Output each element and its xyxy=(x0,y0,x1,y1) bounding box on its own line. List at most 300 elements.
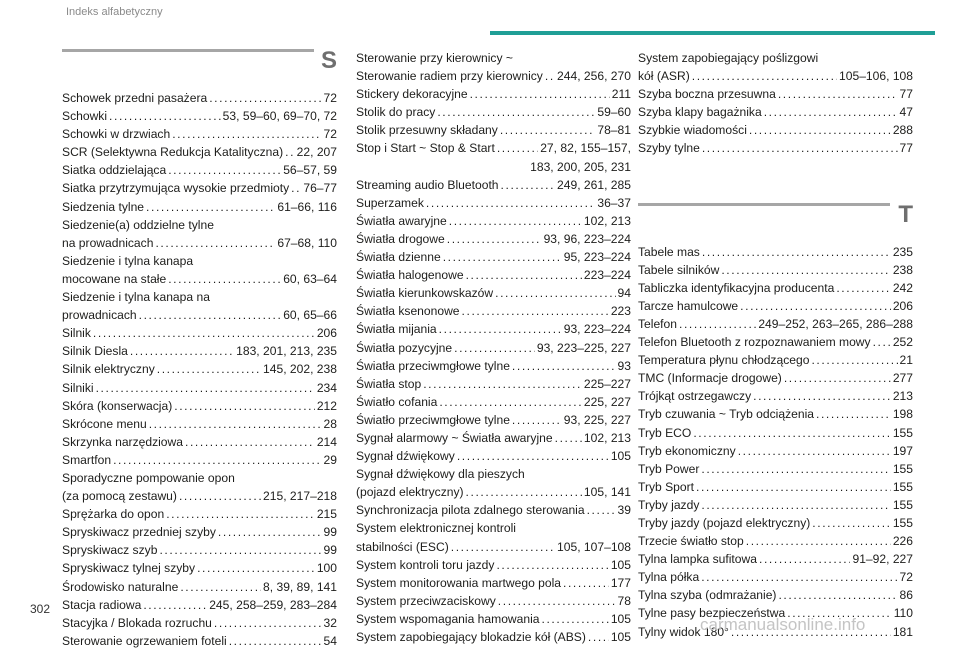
index-entry-label: Światło przeciwmgłowe tylne xyxy=(356,412,510,427)
watermark: carmanualsonline.info xyxy=(700,615,866,634)
page-reference: 155 xyxy=(892,425,913,440)
index-entry-label: Tryb Sport xyxy=(638,479,695,494)
index-entry xyxy=(62,161,337,179)
page-reference: 93 xyxy=(617,358,631,373)
dot-leader xyxy=(439,393,582,411)
page-reference: 93, 223–224 xyxy=(563,322,631,337)
index-entry-label: Tylne pasy bezpieczeństwa xyxy=(638,606,786,621)
page-reference: 105–106, 108 xyxy=(839,69,913,84)
page-reference: 249–252, 263–265, 286–288 xyxy=(758,316,913,331)
index-entry-label: Tryb czuwania ~ Tryb odciążenia xyxy=(638,407,815,422)
page-reference: 215, 217–218 xyxy=(263,489,337,504)
index-entry-label: mocowane na stałe xyxy=(62,271,167,286)
index-entry xyxy=(62,451,337,469)
index-entry xyxy=(356,357,631,375)
dot-leader xyxy=(423,375,582,393)
index-entry xyxy=(356,375,631,393)
index-entry-label: Światła dzienne xyxy=(356,250,441,265)
index-entry xyxy=(638,568,913,586)
section-heading-t xyxy=(638,200,913,243)
dot-leader xyxy=(702,243,891,261)
page-reference: 105, 107–108 xyxy=(557,539,631,554)
running-header: Indeks alfabetyczny xyxy=(66,6,163,18)
dot-leader xyxy=(873,333,891,351)
page-reference: 93, 96, 223–224 xyxy=(543,231,631,246)
index-entry xyxy=(356,592,631,610)
index-entry xyxy=(62,198,337,216)
index-entry xyxy=(638,279,913,297)
index-entry xyxy=(356,393,631,411)
dot-leader xyxy=(693,424,891,442)
index-entry-label: Tylna szyba (odmrażanie) xyxy=(638,588,777,603)
dot-leader xyxy=(139,306,282,324)
index-entry-label: Skóra (konserwacja) xyxy=(62,398,173,413)
dot-leader xyxy=(746,532,891,550)
page-reference: 155 xyxy=(892,461,913,476)
dot-leader xyxy=(692,67,837,85)
index-entry xyxy=(356,121,631,139)
index-entry-label: Sygnał dźwiękowy xyxy=(356,449,455,464)
index-entry-label: Szyby tylne xyxy=(638,141,700,156)
index-entry-label: Tabele mas xyxy=(638,244,700,259)
index-entry xyxy=(638,586,913,604)
dot-leader xyxy=(457,447,609,465)
dot-leader xyxy=(454,339,535,357)
dot-leader xyxy=(836,279,891,297)
dot-leader xyxy=(155,234,275,252)
index-entry-label: Stolik przesuwny składany xyxy=(356,123,498,138)
index-entry xyxy=(62,179,337,197)
dot-leader xyxy=(466,483,582,501)
index-entry xyxy=(356,49,631,85)
page-reference: 99 xyxy=(323,525,337,540)
index-entry-label: Stacyjka / Blokada rozruchu xyxy=(62,615,212,630)
index-entry-label: Tylny widok 180° xyxy=(638,624,729,639)
index-entry xyxy=(62,614,337,632)
page-reference: 32 xyxy=(323,615,337,630)
page-reference: 206 xyxy=(892,298,913,313)
page-reference: 60, 65–66 xyxy=(283,308,337,323)
index-entry-label: Światła kierunkowskazów xyxy=(356,286,494,301)
section-letter: S xyxy=(320,47,337,74)
page-reference: 212 xyxy=(316,398,337,413)
index-entry-label: Sterowanie ogrzewaniem foteli xyxy=(62,633,227,648)
index-entry-label: Skrzynka narzędziowa xyxy=(62,434,183,449)
dot-leader xyxy=(501,176,555,194)
index-entry xyxy=(356,302,631,320)
index-entry-text: Siedzenie(a) oddzielne tylne xyxy=(62,217,214,232)
index-entry-label: Szyba klapy bagażnika xyxy=(638,105,762,120)
dot-leader xyxy=(229,632,322,650)
index-entry-label: (za pomocą zestawu) xyxy=(62,489,177,504)
page-reference-continued: 183, 200, 205, 231 xyxy=(530,159,631,174)
page-reference: 78 xyxy=(617,593,631,608)
dot-leader xyxy=(764,103,898,121)
index-entry-label: Telefon xyxy=(638,316,677,331)
index-entry-label: Spryskiwacz tylnej szyby xyxy=(62,561,196,576)
index-entry xyxy=(638,261,913,279)
dot-leader xyxy=(721,261,890,279)
dot-leader xyxy=(93,324,315,342)
index-entry-label: Superzamek xyxy=(356,195,424,210)
page-reference: 213 xyxy=(892,389,913,404)
page-reference: 53, 59–60, 69–70, 72 xyxy=(222,109,337,124)
page-reference: 226 xyxy=(892,534,913,549)
index-entry xyxy=(356,628,631,646)
index-entry-label: Światła ksenonowe xyxy=(356,304,460,319)
page-reference: 288 xyxy=(892,123,913,138)
page-reference: 102, 213 xyxy=(583,430,631,445)
dot-leader xyxy=(149,415,322,433)
page-reference: 277 xyxy=(892,371,913,386)
dot-leader xyxy=(778,586,897,604)
index-column-3 xyxy=(638,49,913,641)
page-reference: 91–92, 227 xyxy=(852,552,913,567)
index-entry-label: Szyba boczna przesuwna xyxy=(638,87,776,102)
section-rule xyxy=(638,203,890,206)
index-entry xyxy=(62,288,337,324)
page-reference: 223–224 xyxy=(583,268,631,283)
index-entry-label: Światła stop xyxy=(356,376,422,391)
dot-leader xyxy=(462,302,609,320)
index-entry xyxy=(356,519,631,555)
index-entry xyxy=(356,556,631,574)
index-entry-label: Siatka przytrzymująca wysokie przedmioty xyxy=(62,181,290,196)
page-reference: 252 xyxy=(892,335,913,350)
index-entry xyxy=(62,397,337,415)
index-entry xyxy=(638,369,913,387)
index-entry-label: Światła mijania xyxy=(356,322,437,337)
page-reference: 155 xyxy=(892,497,913,512)
index-entry xyxy=(62,360,337,378)
index-entry xyxy=(356,501,631,519)
index-entry-label: Środowisko naturalne xyxy=(62,579,179,594)
index-entry-label: stabilności (ESC) xyxy=(356,539,449,554)
index-entry-label: kół (ASR) xyxy=(638,69,690,84)
index-entry xyxy=(62,252,337,288)
index-entry-text: Sygnał dźwiękowy dla pieszych xyxy=(356,467,525,482)
index-entry-label: Szybkie wiadomości xyxy=(638,123,747,138)
section-heading-s xyxy=(62,49,337,89)
index-entry-label: Tylna lampka sufitowa xyxy=(638,552,757,567)
index-entry-label: Smartfon xyxy=(62,452,112,467)
dot-leader xyxy=(179,487,261,505)
index-entry xyxy=(356,320,631,338)
index-entry-label: Silnik elektryczny xyxy=(62,362,155,377)
page-reference: 145, 202, 238 xyxy=(263,362,337,377)
page-reference: 36–37 xyxy=(597,195,631,210)
index-entry xyxy=(638,460,913,478)
index-entry-label: Trzecie światło stop xyxy=(638,534,744,549)
dot-leader xyxy=(701,460,890,478)
dot-leader xyxy=(816,405,891,423)
index-entry-label: TMC (Informacje drogowe) xyxy=(638,371,782,386)
index-entry-label: Silnik Diesla xyxy=(62,344,128,359)
page-reference: 100 xyxy=(316,561,337,576)
index-entry xyxy=(62,107,337,125)
index-entry-label: Spryskiwacz przedniej szyby xyxy=(62,525,216,540)
index-entry-label: System wspomagania hamowania xyxy=(356,611,540,626)
index-entry-label: Tabele silników xyxy=(638,262,720,277)
page-reference: 21 xyxy=(899,353,913,368)
dot-leader xyxy=(197,559,315,577)
page-reference: 181 xyxy=(892,624,913,639)
index-entry-label: Stolik do pracy xyxy=(356,105,436,120)
dot-leader xyxy=(778,85,898,103)
index-entry xyxy=(638,85,913,103)
index-column-1 xyxy=(62,49,337,650)
index-entry xyxy=(62,559,337,577)
dot-leader xyxy=(496,556,608,574)
index-entry xyxy=(638,478,913,496)
page-reference: 105 xyxy=(610,611,631,626)
dot-leader xyxy=(96,379,315,397)
page-reference: 225–227 xyxy=(583,376,631,391)
index-entry xyxy=(638,121,913,139)
page-reference: 211 xyxy=(611,87,631,102)
index-entry xyxy=(356,266,631,284)
index-entry-label: Światła awaryjne xyxy=(356,213,447,228)
page-reference: 77 xyxy=(899,87,913,102)
dot-leader xyxy=(443,248,562,266)
dot-leader xyxy=(679,315,756,333)
dot-leader xyxy=(185,433,315,451)
page-reference: 8, 39, 89, 141 xyxy=(263,579,337,594)
dot-leader xyxy=(512,411,562,429)
index-entry xyxy=(356,230,631,248)
page-reference: 22, 207 xyxy=(296,145,337,160)
page-reference: 110 xyxy=(893,606,913,621)
index-entry-label: System monitorowania martwego pola xyxy=(356,575,562,590)
page-reference: 61–66, 116 xyxy=(277,199,337,214)
index-entry-label: Tryby jazdy xyxy=(638,497,700,512)
page-reference: 234 xyxy=(316,380,337,395)
index-entry xyxy=(62,415,337,433)
page-reference: 105 xyxy=(610,557,631,572)
section-letter: T xyxy=(898,200,913,228)
index-entry-label: Tylna półka xyxy=(638,570,700,585)
index-entry xyxy=(62,523,337,541)
index-entry-text: System elektronicznej kontroli xyxy=(356,521,516,536)
index-entry xyxy=(638,514,913,532)
page-reference: 94 xyxy=(617,286,631,301)
dot-leader xyxy=(218,523,322,541)
page-reference: 235 xyxy=(892,244,913,259)
index-entry xyxy=(62,125,337,143)
dot-leader xyxy=(701,568,897,586)
dot-leader xyxy=(495,284,615,302)
index-entry xyxy=(356,447,631,465)
dot-leader xyxy=(449,212,582,230)
index-entry-label: System kontroli toru jazdy xyxy=(356,557,495,572)
index-entry xyxy=(62,89,337,107)
index-entry-label: Trójkąt ostrzegawczy xyxy=(638,389,752,404)
index-entry xyxy=(356,212,631,230)
index-entry xyxy=(356,248,631,266)
index-entry-label: Synchronizacja pilota zdalnego sterowania xyxy=(356,503,585,518)
page-reference: 27, 82, 155–157, xyxy=(540,141,631,156)
page-reference: 78–81 xyxy=(597,123,631,138)
page-reference: 72 xyxy=(323,127,337,142)
page-reference: 59–60 xyxy=(597,105,631,120)
dot-leader xyxy=(291,179,301,197)
page-reference: 177 xyxy=(610,575,631,590)
index-entry-label: Schowek przedni pasażera xyxy=(62,91,208,105)
index-entry-label: Silnik xyxy=(62,326,91,341)
page-reference: 76–77 xyxy=(303,181,337,196)
page-reference: 86 xyxy=(899,588,913,603)
index-entry-label: Światła przeciwmgłowe tylne xyxy=(356,358,510,373)
section-rule xyxy=(62,49,314,52)
index-entry-text: Siedzenie i tylna kanapa na xyxy=(62,290,210,305)
index-entry-text: Siedzenie i tylna kanapa xyxy=(62,253,194,268)
index-entry-label: Streaming audio Bluetooth xyxy=(356,177,499,192)
dot-leader xyxy=(498,592,616,610)
page-reference: 225, 227 xyxy=(583,394,631,409)
page-reference: 39 xyxy=(617,503,631,518)
index-entry xyxy=(638,103,913,121)
index-entry xyxy=(356,610,631,628)
dot-leader xyxy=(109,107,221,125)
dot-leader xyxy=(451,538,555,556)
index-entry xyxy=(62,342,337,360)
dot-leader xyxy=(753,387,891,405)
page-reference: 214 xyxy=(316,434,337,449)
header-accent-bar xyxy=(490,31,935,35)
index-entry xyxy=(638,243,913,261)
index-entry-label: Tryb Power xyxy=(638,461,700,476)
dot-leader xyxy=(701,496,890,514)
index-entry-label: Schowki w drzwiach xyxy=(62,127,171,142)
index-entry-label: System przeciwzaciskowy xyxy=(356,593,496,608)
page-reference: 206 xyxy=(316,326,337,341)
dot-leader xyxy=(285,143,295,161)
index-entry-label: SCR (Selektywna Redukcja Katalityczna) xyxy=(62,145,284,160)
page-reference: 95, 223–224 xyxy=(563,250,631,265)
page-reference: 238 xyxy=(892,262,913,277)
index-entry-label: Stacja radiowa xyxy=(62,597,142,612)
index-entry-text: Sporadyczne pompowanie opon xyxy=(62,470,235,485)
index-entry xyxy=(356,411,631,429)
page-reference: 242 xyxy=(892,280,913,295)
page-reference: 198 xyxy=(892,407,913,422)
index-entry xyxy=(62,578,337,596)
index-entry xyxy=(638,405,913,423)
dot-leader xyxy=(470,85,610,103)
index-entry-label: Sterowanie radiem przy kierownicy xyxy=(356,69,543,84)
index-entry-label: Stickery dekoracyjne xyxy=(356,87,468,102)
index-entry-label: Tarcze hamulcowe xyxy=(638,298,739,313)
dot-leader xyxy=(130,342,234,360)
page-reference: 72 xyxy=(899,570,913,585)
dot-leader xyxy=(759,550,850,568)
page-reference: 93, 223–225, 227 xyxy=(536,340,631,355)
index-entry xyxy=(356,284,631,302)
page-reference: 183, 201, 213, 235 xyxy=(236,344,337,359)
page-reference: 99 xyxy=(323,543,337,558)
index-entry-label: Skrócone menu xyxy=(62,416,147,431)
page-reference: 60, 63–64 xyxy=(283,271,337,286)
index-entry xyxy=(638,49,913,85)
index-entry xyxy=(356,85,631,103)
dot-leader xyxy=(466,266,582,284)
dot-leader xyxy=(563,574,609,592)
index-entry xyxy=(356,139,631,175)
index-entry-label: prowadnicach xyxy=(62,308,137,323)
index-entry-label: System zapobiegający blokadzie kół (ABS) xyxy=(356,630,586,644)
index-entry-text: System zapobiegający poślizgowi xyxy=(638,51,819,65)
dot-leader xyxy=(738,442,891,460)
dot-leader xyxy=(500,121,596,139)
index-column-2 xyxy=(356,49,631,646)
dot-leader xyxy=(784,369,891,387)
dot-leader xyxy=(545,67,555,85)
dot-leader xyxy=(587,501,616,519)
page-reference: 105, 141 xyxy=(583,485,631,500)
dot-leader xyxy=(143,596,207,614)
dot-leader xyxy=(113,451,321,469)
index-entry xyxy=(356,429,631,447)
page-reference: 72 xyxy=(323,91,337,105)
index-entry xyxy=(62,143,337,161)
page-reference: 93, 225, 227 xyxy=(563,412,631,427)
page-reference: 67–68, 110 xyxy=(277,235,337,250)
index-entry xyxy=(356,103,631,121)
index-entry-label: Światła pozycyjne xyxy=(356,340,453,355)
dot-leader xyxy=(168,161,281,179)
index-entry-label: Tryby jazdy (pojazd elektryczny) xyxy=(638,515,811,530)
index-entry xyxy=(638,550,913,568)
page-reference: 223 xyxy=(610,304,631,319)
index-entry xyxy=(62,433,337,451)
dot-leader xyxy=(740,297,891,315)
page-reference: 54 xyxy=(323,633,337,648)
index-entry xyxy=(638,424,913,442)
dot-leader xyxy=(812,514,891,532)
page-reference: 105 xyxy=(610,449,631,464)
index-entry xyxy=(356,339,631,357)
page-reference: 102, 213 xyxy=(583,213,631,228)
index-entry-label: Siatka oddzielająca xyxy=(62,163,167,178)
index-entry xyxy=(638,139,913,157)
index-entry xyxy=(62,505,337,523)
dot-leader xyxy=(426,194,595,212)
page-reference: 56–57, 59 xyxy=(283,163,337,178)
index-entry xyxy=(62,379,337,397)
index-entry-label: Światła drogowe xyxy=(356,231,445,246)
dot-leader xyxy=(749,121,891,139)
index-entry-label: Światła halogenowe xyxy=(356,268,464,283)
page-number: 302 xyxy=(30,602,51,616)
dot-leader xyxy=(588,628,609,646)
page-reference: 244, 256, 270 xyxy=(557,69,631,84)
page-reference: 197 xyxy=(892,443,913,458)
index-entry-label: Tryb ekonomiczny xyxy=(638,443,736,458)
index-entry xyxy=(62,541,337,559)
dot-leader xyxy=(168,270,281,288)
index-entry xyxy=(62,216,337,252)
dot-leader xyxy=(172,125,321,143)
dot-leader xyxy=(702,139,898,157)
index-entry-label: Telefon Bluetooth z rozpoznawaniem mowy xyxy=(638,335,871,350)
dot-leader xyxy=(180,578,261,596)
index-entry-label: na prowadnicach xyxy=(62,235,154,250)
index-entry xyxy=(638,315,913,333)
index-entry xyxy=(62,596,337,614)
index-entry-label: Tabliczka identyfikacyjna producenta xyxy=(638,280,835,295)
index-entry-label: Spryskiwacz szyb xyxy=(62,543,158,558)
index-entry-label: Silniki xyxy=(62,380,94,395)
